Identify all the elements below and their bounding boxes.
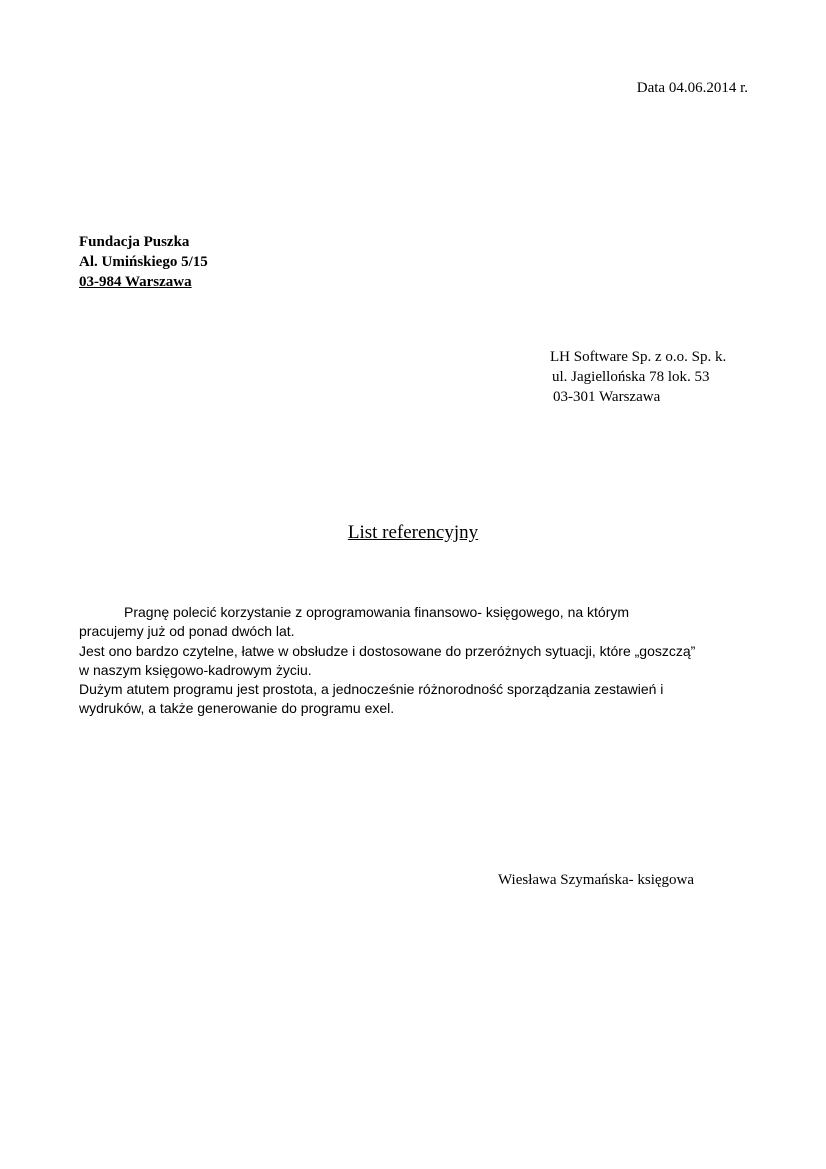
recipient-street: ul. Jagiellońska 78 lok. 53 <box>552 369 710 385</box>
body-line: wydruków, a także generowanie do programu exel. <box>79 700 395 717</box>
body-line: Jest ono bardzo czytelne, łatwe w obsłudze i dostosowane do przeróżnych sytuacji, które „goszczą” <box>79 642 696 659</box>
recipient-address <box>550 347 726 407</box>
sender-name: Fundacja Puszka <box>79 234 190 250</box>
sender-address <box>79 232 208 292</box>
recipient-company: LH Software Sp. z o.o. Sp. k. <box>550 349 727 365</box>
letter-title: List referencyjny <box>347 522 479 543</box>
sender-city: 03-984 Warszawa <box>79 274 192 290</box>
body-line: Pragnę polecić korzystanie z oprogramowania finansowo- księgowego, na którym <box>124 604 630 620</box>
sender-street: Al. Umińskiego 5/15 <box>79 254 208 270</box>
body-line: w naszym księgowo-kadrowym życiu. <box>79 661 312 678</box>
letter-date: Data 04.06.2014 r. <box>636 80 748 96</box>
letter-body <box>79 603 769 719</box>
body-line: Dużym atutem programu jest prostota, a jednocześnie różnorodność sporządzania zestawień i <box>79 681 664 698</box>
body-line: pracujemy już od ponad dwóch lat. <box>79 623 295 640</box>
signature: Wiesława Szymańska- księgowa <box>498 872 695 888</box>
recipient-city: 03-301 Warszawa <box>553 389 661 405</box>
